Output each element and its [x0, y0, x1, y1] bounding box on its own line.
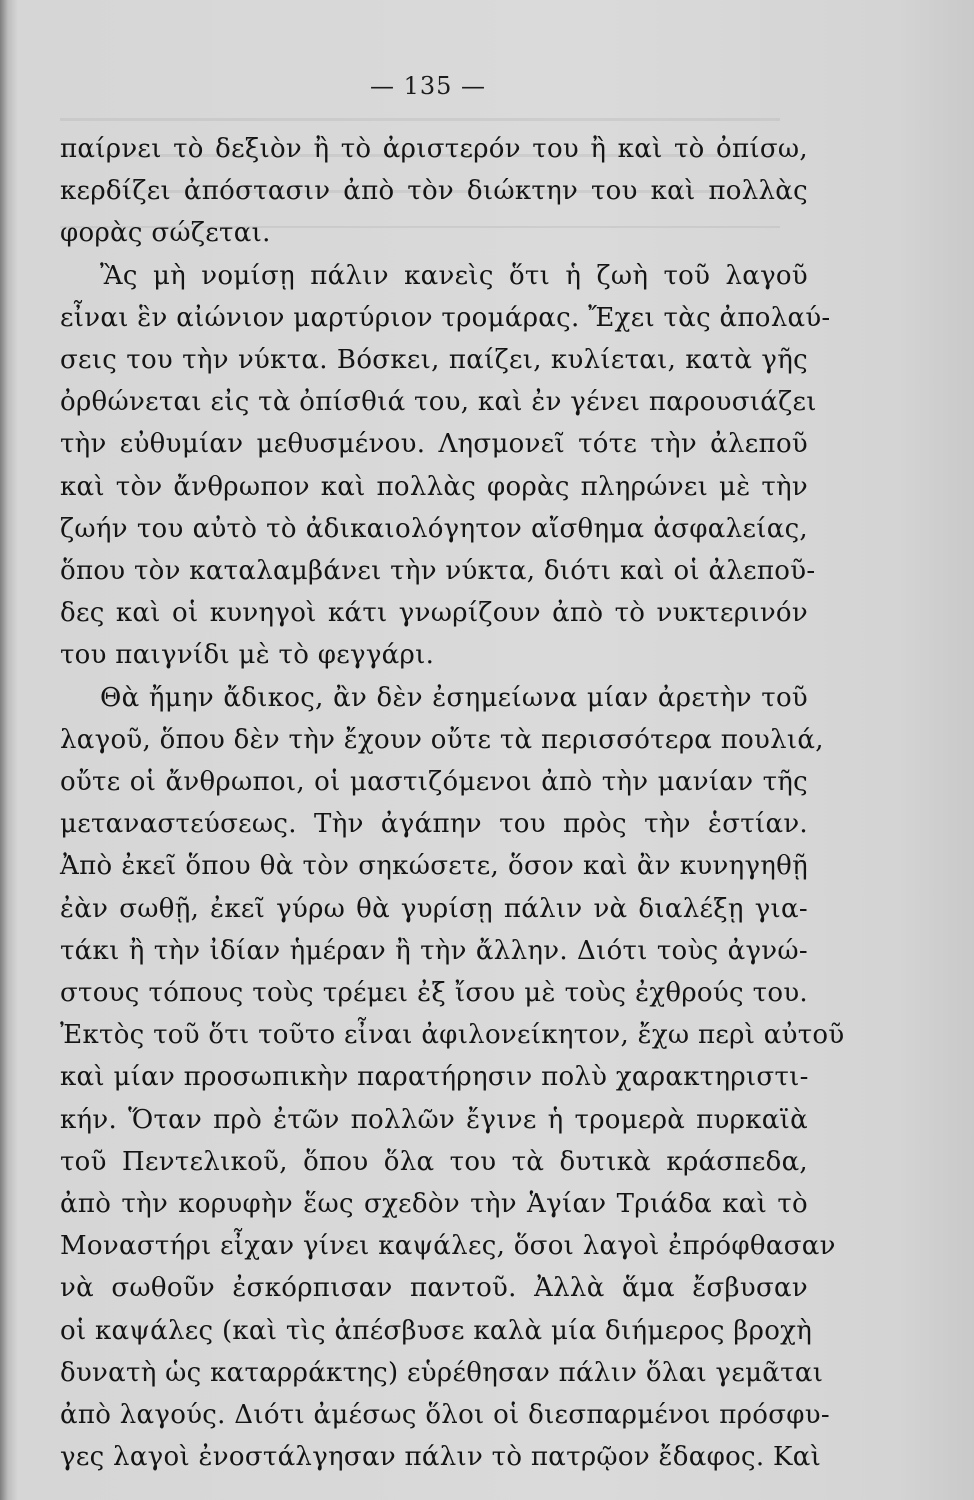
text-line: ἐὰν σωθῇ, ἐκεῖ γύρω θὰ γυρίσῃ πάλιν νὰ διαλέξῃ για-: [60, 893, 808, 924]
text-line: ὅπου τὸν καταλαμβάνει τὴν νύκτα, διότι καὶ οἱ ἀλεποῦ-: [60, 556, 816, 587]
text-line: παίρνει τὸ δεξιὸν ἢ τὸ ἀριστερόν του ἢ καὶ τὸ ὀπίσω,: [60, 134, 808, 164]
text-line: δυνατὴ ὡς καταρράκτης) εὑρέθησαν πάλιν ὅλαι γεμᾶται: [60, 1357, 824, 1388]
text-line: ζωήν του αὐτὸ τὸ ἀδικαιολόγητον αἴσθημα ἀσφαλείας,: [60, 513, 808, 544]
text-line: στους τόπους τοὺς τρέμει ἐξ ἴσου μὲ τοὺς ἐχθρούς του.: [60, 978, 808, 1009]
page-number: — 135 —: [369, 72, 487, 100]
text-line: κερδίζει ἀπόστασιν ἀπὸ τὸν διώκτην του καὶ πολλὰς: [60, 176, 808, 207]
text-line: Ἂς μὴ νομίσῃ πάλιν κανεὶς ὅτι ἡ ζωὴ τοῦ λαγοῦ: [100, 260, 808, 291]
text-line: οἱ καψάλες (καὶ τὶς ἀπέσβυσε καλὰ μία διήμερος βροχὴ: [60, 1315, 813, 1346]
text-line: ἀπὸ τὴν κορυφὴν ἕως σχεδὸν τὴν Ἁγίαν Τριάδα καὶ τὸ: [60, 1189, 808, 1220]
text-line: οὔτε οἱ ἄνθρωποι, οἱ μαστιζόμενοι ἀπὸ τὴν μανίαν τῆς: [60, 767, 808, 798]
text-line: Θὰ ἤμην ἄδικος, ἂν δὲν ἐσημείωνα μίαν ἀρετὴν τοῦ: [100, 682, 808, 713]
text-line: καὶ μίαν προσωπικὴν παρατήρησιν πολὺ χαρακτηριστι-: [60, 1062, 809, 1093]
text-line: του παιγνίδι μὲ τὸ φεγγάρι.: [60, 640, 435, 671]
text-line: γες λαγοὶ ἐνοστάλγησαν πάλιν τὸ πατρῷον ἔδαφος. Καὶ: [60, 1442, 822, 1473]
text-line: νὰ σωθοῦν ἐσκόρπισαν παντοῦ. Ἀλλὰ ἅμα ἔσβυσαν: [60, 1273, 808, 1304]
text-line: ἀπὸ λαγούς. Διότι ἀμέσως ὅλοι οἱ διεσπαρμένοι πρόσφυ-: [60, 1400, 830, 1431]
text-line: λαγοῦ, ὅπου δὲν τὴν ἔχουν οὔτε τὰ περισσότερα πουλιά,: [60, 724, 824, 755]
text-line: καὶ τὸν ἄνθρωπον καὶ πολλὰς φορὰς πληρώνει μὲ τὴν: [60, 471, 808, 502]
text-line: Ἐκτὸς τοῦ ὅτι τοῦτο εἶναι ἀφιλονείκητον, ἔχω περὶ αὐτοῦ: [60, 1020, 845, 1051]
text-line: μεταναστεύσεως. Τὴν ἀγάπην του πρὸς τὴν ἑστίαν.: [60, 809, 808, 840]
body-text: [60, 128, 845, 1479]
text-line: φορὰς σώζεται.: [60, 218, 271, 249]
text-line: δες καὶ οἱ κυνηγοὶ κάτι γνωρίζουν ἀπὸ τὸ νυκτερινόν: [60, 598, 808, 629]
text-line: ὀρθώνεται εἰς τὰ ὀπίσθιά του, καὶ ἐν γένει παρουσιάζει: [60, 387, 817, 418]
text-line: Μοναστήρι εἶχαν γίνει καψάλες, ὅσοι λαγοὶ ἐπρόφθασαν: [60, 1231, 836, 1262]
text-line: σεις του τὴν νύκτα. Βόσκει, παίζει, κυλίεται, κατὰ γῆς: [60, 345, 808, 376]
text-line: Ἀπὸ ἐκεῖ ὅπου θὰ τὸν σηκώσετε, ὅσον καὶ ἂν κυνηγηθῇ: [60, 851, 808, 882]
text-line: τάκι ἢ τὴν ἰδίαν ἡμέραν ἢ τὴν ἄλλην. Διότι τοὺς ἀγνώ-: [60, 935, 808, 966]
text-line: εἶναι ἓν αἰώνιον μαρτύριον τρομάρας. Ἔχει τὰς ἀπολαύ-: [60, 302, 831, 333]
text-line: τὴν εὐθυμίαν μεθυσμένου. Λησμονεῖ τότε τὴν ἀλεποῦ: [60, 429, 808, 460]
text-line: τοῦ Πεντελικοῦ, ὅπου ὅλα του τὰ δυτικὰ κράσπεδα,: [60, 1146, 808, 1177]
text-line: κήν. Ὅταν πρὸ ἐτῶν πολλῶν ἔγινε ἡ τρομερὰ πυρκαϊὰ: [60, 1104, 808, 1135]
